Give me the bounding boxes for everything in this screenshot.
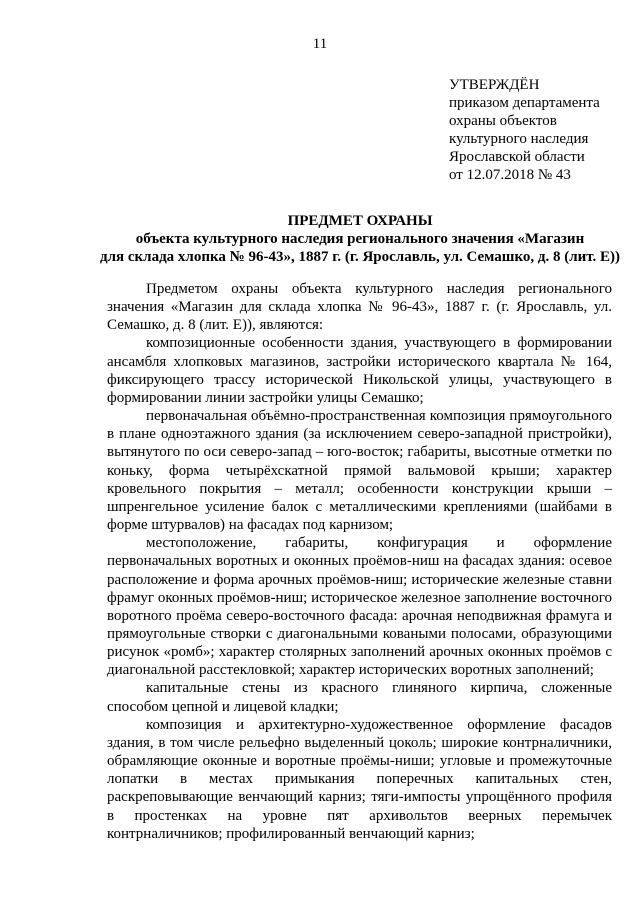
page-number: 11 [312,36,328,52]
approval-line: охраны объектов [449,113,557,129]
approval-line: УТВЕРЖДЁН [449,77,540,93]
document-body [107,280,612,843]
approval-line: от 12.07.2018 № 43 [449,167,571,183]
document-title: ПРЕДМЕТ ОХРАНЫ [287,213,433,229]
approval-line: Ярославской области [449,149,585,165]
paragraph-volume: первоначальная объёмно-пространственная композиция прямоугольного в плане одноэтажного здания (за исключением северо-западной пристройки), вытянутого по оси северо-запад – юго-восток; габариты, высотные отметки по коньку, форма четырёхскатной прямой вальмовой крыши; характер кровельного покрытия – металл; особенности конструкции крыши – шпренгельное усиление балок с металлическими креплениями (шайбами в форме штурвалов) на фасадах под карнизом; [107,408,612,534]
document-heading [100,212,620,266]
approval-stamp [449,76,629,184]
document-subtitle-line: объекта культурного наследия регионального значения «Магазин [135,231,585,247]
paragraph-facades: композиция и архитектурно-художественное оформление фасадов здания, в том числе рельефно выделенный цоколь; широкие контрналичники, обрамляющие оконные и воротные проёмы-ниши; угловые и промежуточные лопатки в местах примыкания поперечных капитальных стен, раскреповывающие венчающий карниз; тяги-импосты упрощённого профиля в простенках на уровне пят архивольтов веерных перемычек контрналичников; профилированный венчающий карниз; [107,716,612,842]
paragraph-walls: капитальные стены из красного глиняного кирпича, сложенные способом цепной и лицевой кладки; [107,680,612,715]
approval-line: приказом департамента [449,95,600,111]
paragraph-intro: Предметом охраны объекта культурного наследия регионального значения «Магазин для склада хлопка № 96-43», 1887 г. (г. Ярославль, ул. Семашко, д. 8 (лит. Е)), являются: [107,281,612,334]
paragraph-openings: местоположение, габариты, конфигурация и оформление первоначальных воротных и оконных проёмов-ниш на фасадах здания: осевое расположение и форма арочных проёмов-ниш; исторические железные ставни фрамуг оконных проёмов-ниш; историческое железное заполнение восточного воротного проёма северо-восточного фасада: арочная неподвижная фрамуга и прямоугольные створки с диагональными коваными полосами, образующими рисунок «ромб»; характер столярных заполнений арочных оконных проёмов с диагональной расстекловкой; характер исторических воротных заполнений; [107,535,612,679]
document-subtitle-line: для склада хлопка № 96-43», 1887 г. (г. Ярославль, ул. Семашко, д. 8 (лит. Е)) [100,249,621,265]
approval-line: культурного наследия [449,131,589,147]
paragraph-composition: композиционные особенности здания, участвующего в формировании ансамбля хлопковых магазинов, застройки исторического квартала № 164, фиксирующего трассу исторической Никольской улицы, участвующего в формировании линии застройки улицы Семашко; [107,335,612,406]
